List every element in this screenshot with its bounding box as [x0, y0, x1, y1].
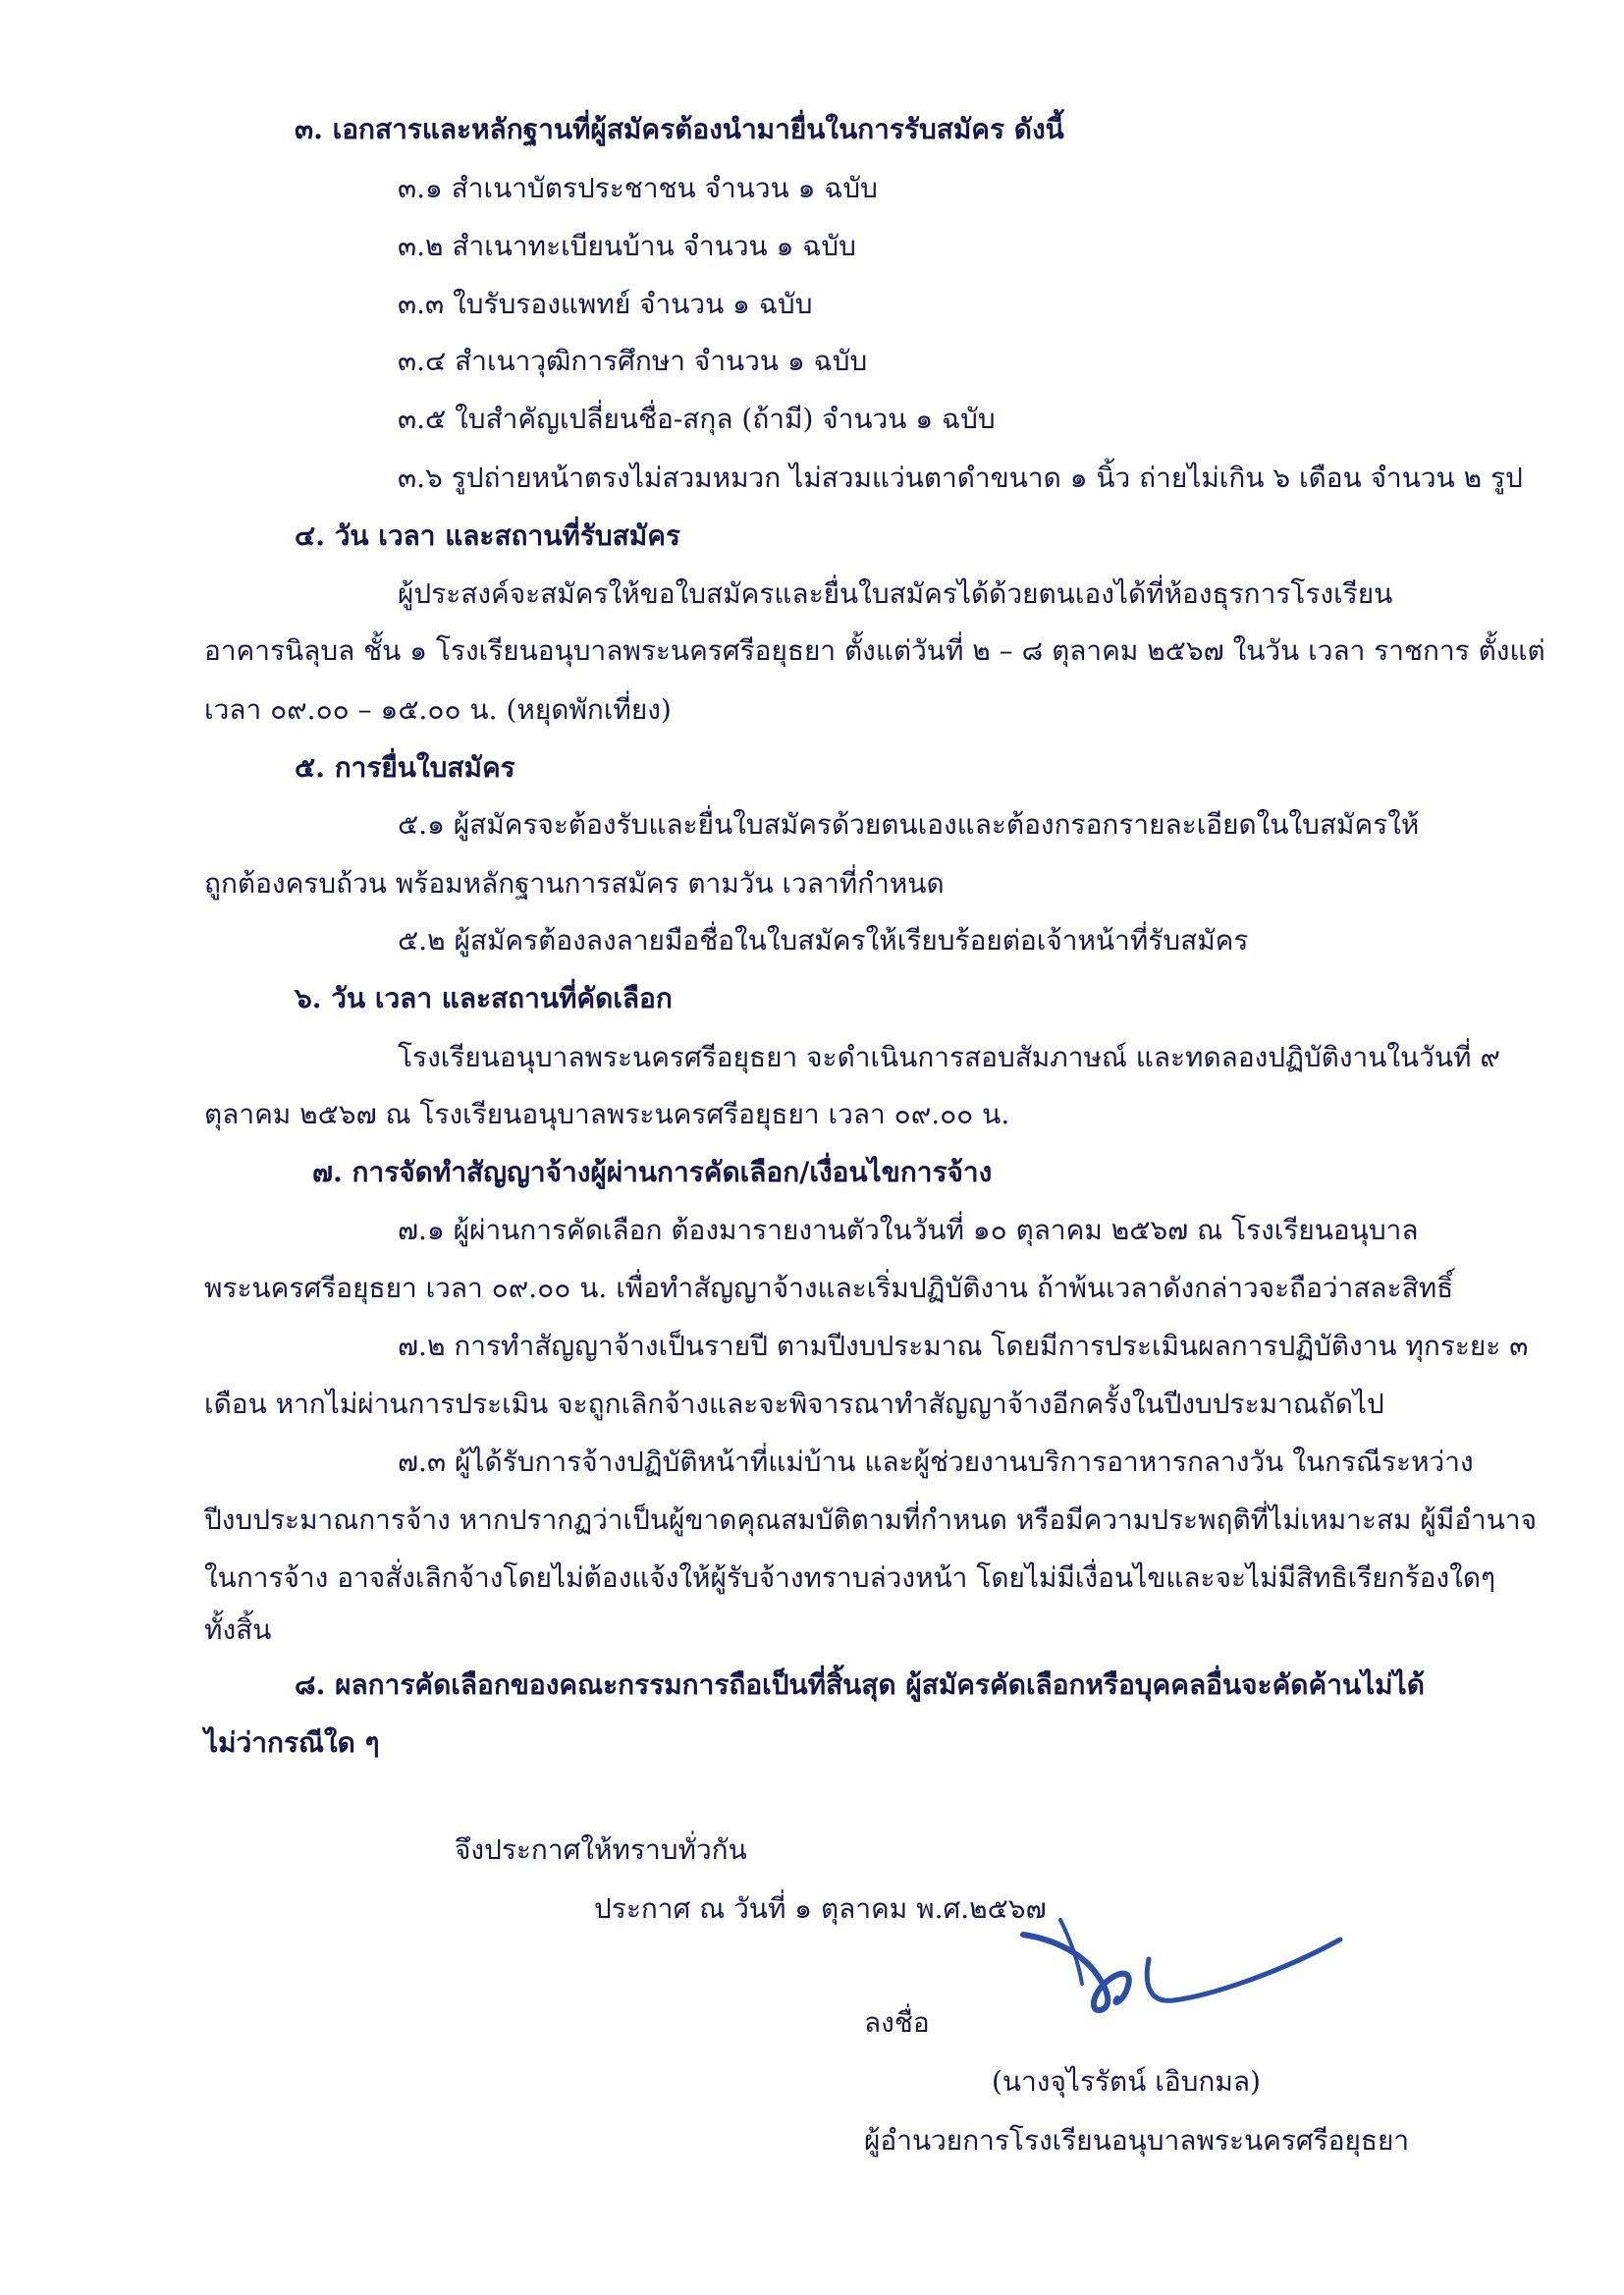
section-8-line-1: ๘. ผลการคัดเลือกของคณะกรรมการถือเป็นที่สิ้นสุด ผู้สมัครคัดเลือกหรือบุคคลอื่นจะคัดค้านไม่ได้ — [295, 1668, 1425, 1701]
section-5-line-3: ๕.๒ ผู้สมัครต้องลงลายมือชื่อในใบสมัครให้เรียบร้อยต่อเจ้าหน้าที่รับสมัคร — [398, 924, 1249, 956]
section-3-item-2: ๓.๒ สำเนาทะเบียนบ้าน จำนวน ๑ ฉบับ — [398, 230, 856, 262]
section-7-line-3: ๗.๒ การทำสัญญาจ้างเป็นรายปี ตามปีงบประมาณ โดยมีการประเมินผลการปฏิบัติงาน ทุกระยะ ๓ — [398, 1330, 1529, 1362]
section-8-line-2: ไม่ว่ากรณีใด ๆ — [204, 1726, 380, 1759]
section-4-heading: ๔. วัน เวลา และสถานที่รับสมัคร — [295, 519, 680, 552]
section-5-line-1: ๕.๑ ผู้สมัครจะต้องรับและยื่นใบสมัครด้วยตนเองและต้องกรอกรายละเอียดในใบสมัครให้ — [398, 808, 1420, 841]
signer-name: (นางจุไรรัตน์ เอิบกมล) — [992, 2065, 1261, 2098]
section-4-line-3: เวลา ๐๙.๐๐ – ๑๕.๐๐ น. (หยุดพักเที่ยง) — [204, 693, 672, 726]
signer-position: ผู้อำนวยการโรงเรียนอนุบาลพระนครศรีอยุธยา — [864, 2124, 1410, 2157]
section-7-line-2: พระนครศรีอยุธยา เวลา ๐๙.๐๐ น. เพื่อทำสัญญาจ้างและเริ่มปฏิบัติงาน ถ้าพ้นเวลาดังกล่าวจะถือว่าสละสิทธิ์ — [204, 1272, 1454, 1304]
section-3-item-6: ๓.๖ รูปถ่ายหน้าตรงไม่สวมหมวก ไม่สวมแว่นตาดำขนาด ๑ นิ้ว ถ่ายไม่เกิน ๖ เดือน จำนวน ๒ รูป — [398, 462, 1523, 494]
section-7-line-6: ปีงบประมาณการจ้าง หากปรากฏว่าเป็นผู้ขาดคุณสมบัติตามที่กำหนด หรือมีความประพฤติที่ไม่เหมาะสม ผู้มีอำนาจ — [204, 1503, 1538, 1536]
section-3-item-3: ๓.๓ ใบรับรองแพทย์ จำนวน ๑ ฉบับ — [398, 288, 813, 320]
section-6-line-1: โรงเรียนอนุบาลพระนครศรีอยุธยา จะดำเนินการสอบสัมภาษณ์ และทดลองปฏิบัติงานในวันที่ ๙ — [398, 1041, 1500, 1073]
signature-icon — [1001, 1900, 1355, 2038]
section-5-line-2: ถูกต้องครบถ้วน พร้อมหลักฐานการสมัคร ตามวัน เวลาที่กำหนด — [204, 867, 945, 900]
section-4-line-1: ผู้ประสงค์จะสมัครให้ขอใบสมัครและยื่นใบสมัครได้ด้วยตนเองได้ที่ห้องธุรการโรงเรียน — [398, 577, 1393, 610]
section-7-line-1: ๗.๑ ผู้ผ่านการคัดเลือก ต้องมารายงานตัวในวันที่ ๑๐ ตุลาคม ๒๕๖๗ ณ โรงเรียนอนุบาล — [398, 1214, 1419, 1246]
section-4-line-2: อาคารนิลุบล ชั้น ๑ โรงเรียนอนุบาลพระนครศรีอยุธยา ตั้งแต่วันที่ ๒ – ๘ ตุลาคม ๒๕๖๗ ในวัน เวลา ราชการ ตั้งแต่ — [204, 634, 1545, 667]
section-3-heading: ๓. เอกสารและหลักฐานที่ผู้สมัครต้องนำมายื่นในการรับสมัคร ดังนี้ — [295, 113, 1064, 145]
section-7-line-8: ทั้งสิ้น — [204, 1613, 272, 1646]
section-3-item-1: ๓.๑ สำเนาบัตรประชาชน จำนวน ๑ ฉบับ — [398, 172, 878, 204]
announce-date: ประกาศ ณ วันที่ ๑ ตุลาคม พ.ศ.๒๕๖๗ — [594, 1892, 1047, 1925]
section-7-line-7: ในการจ้าง อาจสั่งเลิกจ้างโดยไม่ต้องแจ้งให้ผู้รับจ้างทราบล่วงหน้า โดยไม่มีเงื่อนไขและจะไม่มีสิทธิเรียกร้องใดๆ — [204, 1561, 1496, 1594]
section-6-heading: ๖. วัน เวลา และสถานที่คัดเลือก — [295, 982, 673, 1014]
section-7-line-4: เดือน หากไม่ผ่านการประเมิน จะถูกเลิกจ้างและจะพิจารณาทำสัญญาจ้างอีกครั้งในปีงบประมาณถัดไป — [204, 1388, 1384, 1420]
sign-label: ลงชื่อ — [864, 2006, 930, 2039]
section-3-item-4: ๓.๔ สำเนาวุฒิการศึกษา จำนวน ๑ ฉบับ — [398, 345, 868, 377]
section-6-line-2: ตุลาคม ๒๕๖๗ ณ โรงเรียนอนุบาลพระนครศรีอยุธยา เวลา ๐๙.๐๐ น. — [204, 1098, 1010, 1130]
section-5-heading: ๕. การยื่นใบสมัคร — [295, 751, 515, 784]
announce-text: จึงประกาศให้ทราบทั่วกัน — [455, 1833, 747, 1866]
section-7-line-5: ๗.๓ ผู้ได้รับการจ้างปฏิบัติหน้าที่แม่บ้าน และผู้ช่วยงานบริการอาหารกลางวัน ในกรณีระหว่าง — [398, 1446, 1474, 1478]
section-7-heading: ๗. การจัดทำสัญญาจ้างผู้ผ่านการคัดเลือก/เงื่อนไขการจ้าง — [312, 1156, 993, 1188]
section-3-item-5: ๓.๕ ใบสำคัญเปลี่ยนชื่อ-สกุล (ถ้ามี) จำนวน ๑ ฉบับ — [398, 403, 996, 435]
